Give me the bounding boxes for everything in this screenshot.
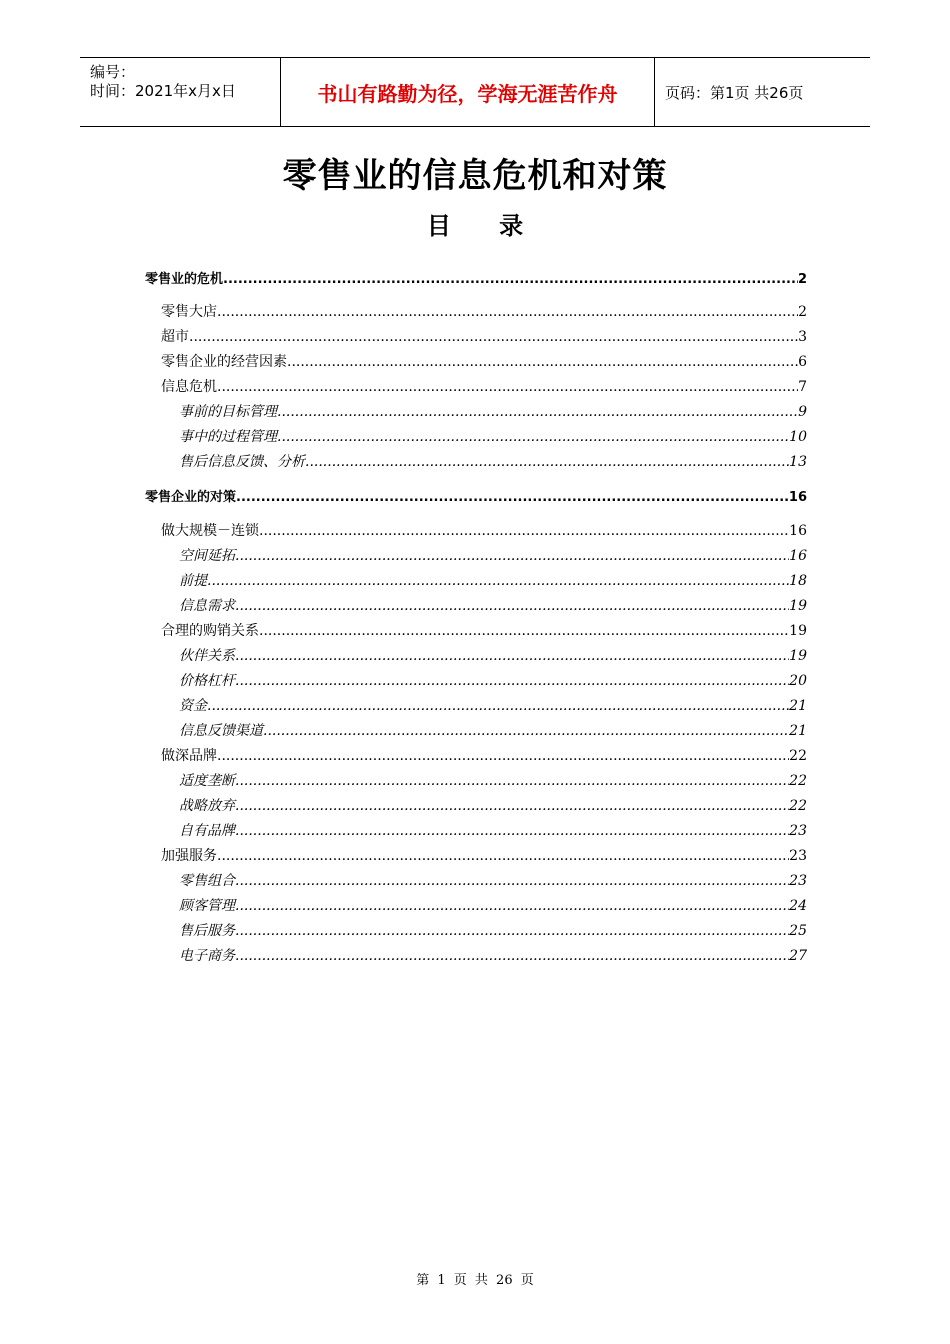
document-title: 零售业的信息危机和对策: [282, 156, 668, 196]
toc-entry[interactable]: [179, 545, 807, 565]
toc-entry-title: 零售业的危机: [145, 272, 224, 287]
toc-entry[interactable]: [161, 845, 807, 865]
toc-entry[interactable]: [145, 268, 807, 287]
toc-entry-title: 售后信息反馈、分析: [179, 454, 305, 470]
toc-leader-dots: [287, 354, 798, 370]
toc-leader-dots: [263, 723, 789, 739]
toc-entry-title: 零售企业的经营因素: [161, 354, 287, 370]
toc-entry[interactable]: [179, 945, 807, 965]
toc-leader-dots: [207, 573, 789, 589]
toc-heading-char-1: 目: [426, 212, 451, 240]
toc-entry-page: 19: [789, 623, 807, 639]
toc-entry-title: 自有品牌: [179, 823, 235, 839]
toc-leader-dots: [217, 848, 789, 864]
toc-entry[interactable]: [179, 451, 807, 471]
toc-leader-dots: [217, 304, 798, 320]
toc-entry-title: 价格杠杆: [179, 673, 235, 689]
toc-entry[interactable]: [179, 595, 807, 615]
toc-entry-title: 事中的过程管理: [179, 429, 277, 445]
toc-entry-title: 合理的购销关系: [161, 623, 259, 639]
toc-entry-title: 资金: [179, 698, 207, 714]
header-page-info: 页码：第1页 共26页: [665, 83, 804, 102]
toc-entry-page: 3: [798, 329, 807, 345]
toc-entry-page: 16: [789, 523, 807, 539]
toc-leader-dots: [217, 379, 798, 395]
toc-entry-page: 19: [789, 648, 807, 664]
toc-leader-dots: [305, 454, 789, 470]
toc-leader-dots: [223, 272, 798, 287]
toc-entry[interactable]: [161, 351, 807, 371]
toc-entry-page: 22: [789, 798, 807, 814]
toc-entry-title: 信息危机: [161, 379, 217, 395]
toc-leader-dots: [235, 823, 789, 839]
toc-entry-title: 零售大店: [161, 304, 217, 320]
toc-entry-page: 22: [789, 748, 807, 764]
toc-entry-title: 零售企业的对策: [145, 490, 237, 505]
toc-leader-dots: [217, 748, 789, 764]
toc-entry-page: 27: [789, 948, 807, 964]
motto-text: 书山有路勤为径，学海无涯苦作舟: [317, 81, 618, 106]
toc-entry[interactable]: [161, 520, 807, 540]
toc-entry-page: 23: [789, 823, 807, 839]
toc-leader-dots: [277, 404, 798, 420]
toc-leader-dots: [235, 598, 789, 614]
toc-entry[interactable]: [179, 820, 807, 840]
toc-entry[interactable]: [179, 670, 807, 690]
toc-leader-dots: [259, 523, 789, 539]
toc-entry[interactable]: [161, 376, 807, 396]
time-label: 时间：2021年x月x日: [90, 82, 236, 100]
toc-leader-dots: [189, 329, 798, 345]
toc-leader-dots: [236, 490, 789, 505]
toc-entry-title: 适度垄断: [179, 773, 235, 789]
toc-entry-title: 前提: [179, 573, 207, 589]
page-header: [80, 57, 870, 127]
toc-leader-dots: [235, 773, 789, 789]
toc-entry-title: 做大规模－连锁: [161, 523, 259, 539]
toc-leader-dots: [277, 429, 789, 445]
header-meta-cell: [80, 58, 281, 126]
toc-entry-title: 信息需求: [179, 598, 235, 614]
toc-entry-page: 20: [789, 673, 807, 689]
toc-entry-page: 25: [789, 923, 807, 939]
header-motto-cell: [281, 58, 655, 126]
toc-entry-title: 空间延拓: [179, 548, 235, 564]
toc-leader-dots: [235, 648, 789, 664]
toc-leader-dots: [235, 873, 789, 889]
toc-entry-page: 9: [798, 404, 807, 420]
toc-entry-title: 加强服务: [161, 848, 217, 864]
toc-entry-title: 战略放弃: [179, 798, 235, 814]
page-footer: 第 1 页 共 26 页: [416, 1273, 534, 1288]
toc-entry[interactable]: [161, 301, 807, 321]
toc-leader-dots: [235, 673, 789, 689]
toc-entry-page: 21: [789, 723, 807, 739]
toc-entry-page: 22: [789, 773, 807, 789]
toc-entry-title: 零售组合: [179, 873, 235, 889]
toc-entry-page: 10: [789, 429, 807, 445]
toc-entry-title: 超市: [161, 329, 189, 345]
toc-entry-page: 13: [789, 454, 807, 470]
toc-entry[interactable]: [161, 745, 807, 765]
toc-entry[interactable]: [179, 770, 807, 790]
toc-entry-page: 2: [797, 272, 807, 287]
toc-leader-dots: [259, 623, 789, 639]
header-page-cell: [655, 58, 870, 126]
toc-entry[interactable]: [179, 645, 807, 665]
toc-entry-page: 23: [789, 848, 807, 864]
toc-entry-page: 18: [789, 573, 807, 589]
toc-entry-title: 顾客管理: [179, 898, 235, 914]
toc-entry[interactable]: [145, 486, 807, 505]
toc-entry-title: 电子商务: [179, 948, 235, 964]
serial-label: 编号：: [90, 63, 136, 81]
toc-entry[interactable]: [179, 426, 807, 446]
toc-entry[interactable]: [161, 620, 807, 640]
toc-entry-page: 21: [789, 698, 807, 714]
toc-entry[interactable]: [179, 895, 807, 915]
toc-entry[interactable]: [179, 795, 807, 815]
toc-entry-title: 信息反馈渠道: [179, 723, 263, 739]
toc-leader-dots: [235, 548, 789, 564]
toc-entry[interactable]: [179, 870, 807, 890]
toc-entry-title: 事前的目标管理: [179, 404, 277, 420]
toc-entry[interactable]: [179, 720, 807, 740]
toc-entry[interactable]: [179, 401, 807, 421]
toc-leader-dots: [207, 698, 789, 714]
toc-entry-page: 19: [789, 598, 807, 614]
toc-leader-dots: [235, 898, 789, 914]
toc-entry-page: 7: [798, 379, 807, 395]
toc-heading-char-2: 录: [499, 212, 524, 240]
toc-entry-page: 16: [788, 490, 807, 505]
toc-entry-page: 2: [798, 304, 807, 320]
toc-entry-title: 做深品牌: [161, 748, 217, 764]
toc-leader-dots: [235, 948, 789, 964]
toc-entry-page: 6: [798, 354, 807, 370]
toc-entry[interactable]: [161, 326, 807, 346]
toc-entry-page: 24: [789, 898, 807, 914]
toc-entry-page: 23: [789, 873, 807, 889]
toc-leader-dots: [235, 923, 789, 939]
toc-entry[interactable]: [179, 570, 807, 590]
toc-leader-dots: [235, 798, 789, 814]
toc-entry-title: 售后服务: [179, 923, 235, 939]
toc-entry-title: 伙伴关系: [179, 648, 235, 664]
toc-entry-page: 16: [789, 548, 807, 564]
toc-entry[interactable]: [179, 695, 807, 715]
toc-heading: [0, 206, 950, 241]
toc-entry[interactable]: [179, 920, 807, 940]
